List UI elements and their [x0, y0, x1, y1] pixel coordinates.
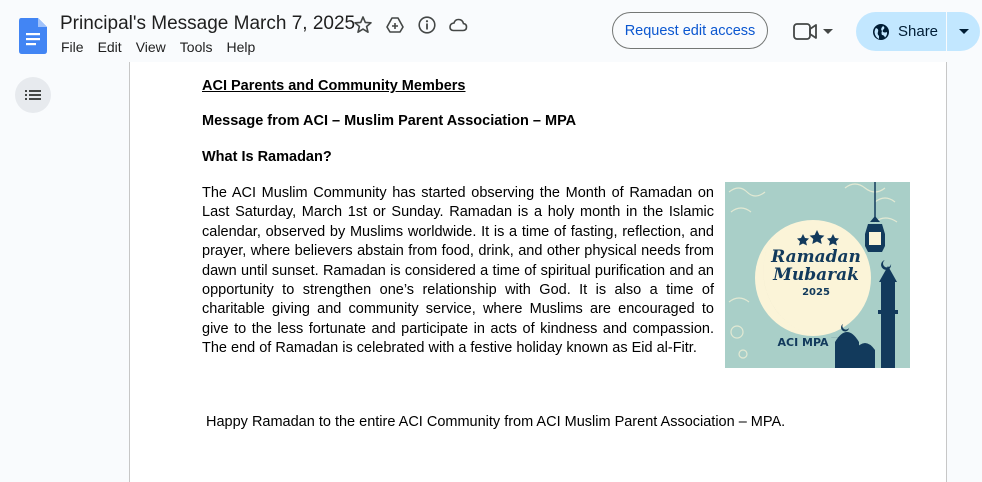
image-text-ramadan: Ramadan [771, 247, 861, 267]
chevron-down-icon [958, 28, 970, 36]
menu-bar [61, 39, 269, 55]
document-title[interactable]: Principal's Message March 7, 2025 [60, 13, 356, 34]
closing-line: Happy Ramadan to the entire ACI Community from ACI Muslim Parent Association – MPA. [206, 414, 786, 430]
share-dropdown-button[interactable] [946, 12, 980, 51]
document-outline-button[interactable] [15, 77, 51, 113]
cloud-saved-icon[interactable] [448, 15, 468, 35]
menu-help[interactable]: Help [226, 39, 256, 55]
share-label: Share [898, 23, 939, 40]
heading-message-from: Message from ACI – Muslim Parent Association – MPA [202, 113, 577, 129]
request-edit-access-button[interactable]: Request edit access [612, 12, 768, 49]
video-camera-icon[interactable] [791, 20, 841, 44]
top-bar [0, 0, 982, 62]
image-text-org: ACI MPA [777, 336, 829, 349]
heading-what-is-ramadan: What Is Ramadan? [202, 149, 332, 165]
image-text-year: 2025 [802, 287, 830, 298]
heading-audience: ACI Parents and Community Members [202, 78, 466, 94]
outline-list-icon [25, 89, 41, 101]
ramadan-mubarak-image[interactable] [725, 182, 910, 368]
document-page[interactable] [129, 62, 947, 482]
body-paragraph: The ACI Muslim Community has started observing the Month of Ramadan on Last Saturday, March 1st or Sunday. Ramadan is a holy month in the Islamic calendar, observed by Muslims worldwide. It is a time of fasting, reflection, and prayer, where believers abstain from food, drink, and other physical needs from dawn until sunset. Ramadan is considered a time of spiritual purification and an opportunity to strengthen one’s relationship with God. It is also a time of charitable giving and community service, where Muslims are encouraged to give to the less fortunate and participate in acts of kindness and compassion. The end of Ramadan is celebrated with a festive holiday known as Eid al-Fitr. [202, 185, 714, 357]
menu-tools[interactable]: Tools [179, 39, 213, 55]
image-text-mubarak: Mubarak [773, 265, 859, 285]
menu-file[interactable]: File [61, 39, 84, 55]
info-icon[interactable] [417, 15, 437, 35]
menu-edit[interactable]: Edit [97, 39, 122, 55]
share-button[interactable] [856, 12, 952, 51]
google-docs-logo-icon[interactable] [19, 18, 47, 54]
star-icon[interactable] [353, 15, 373, 35]
move-to-drive-icon[interactable] [385, 15, 405, 35]
globe-icon [872, 23, 890, 41]
menu-view[interactable]: View [135, 39, 166, 55]
